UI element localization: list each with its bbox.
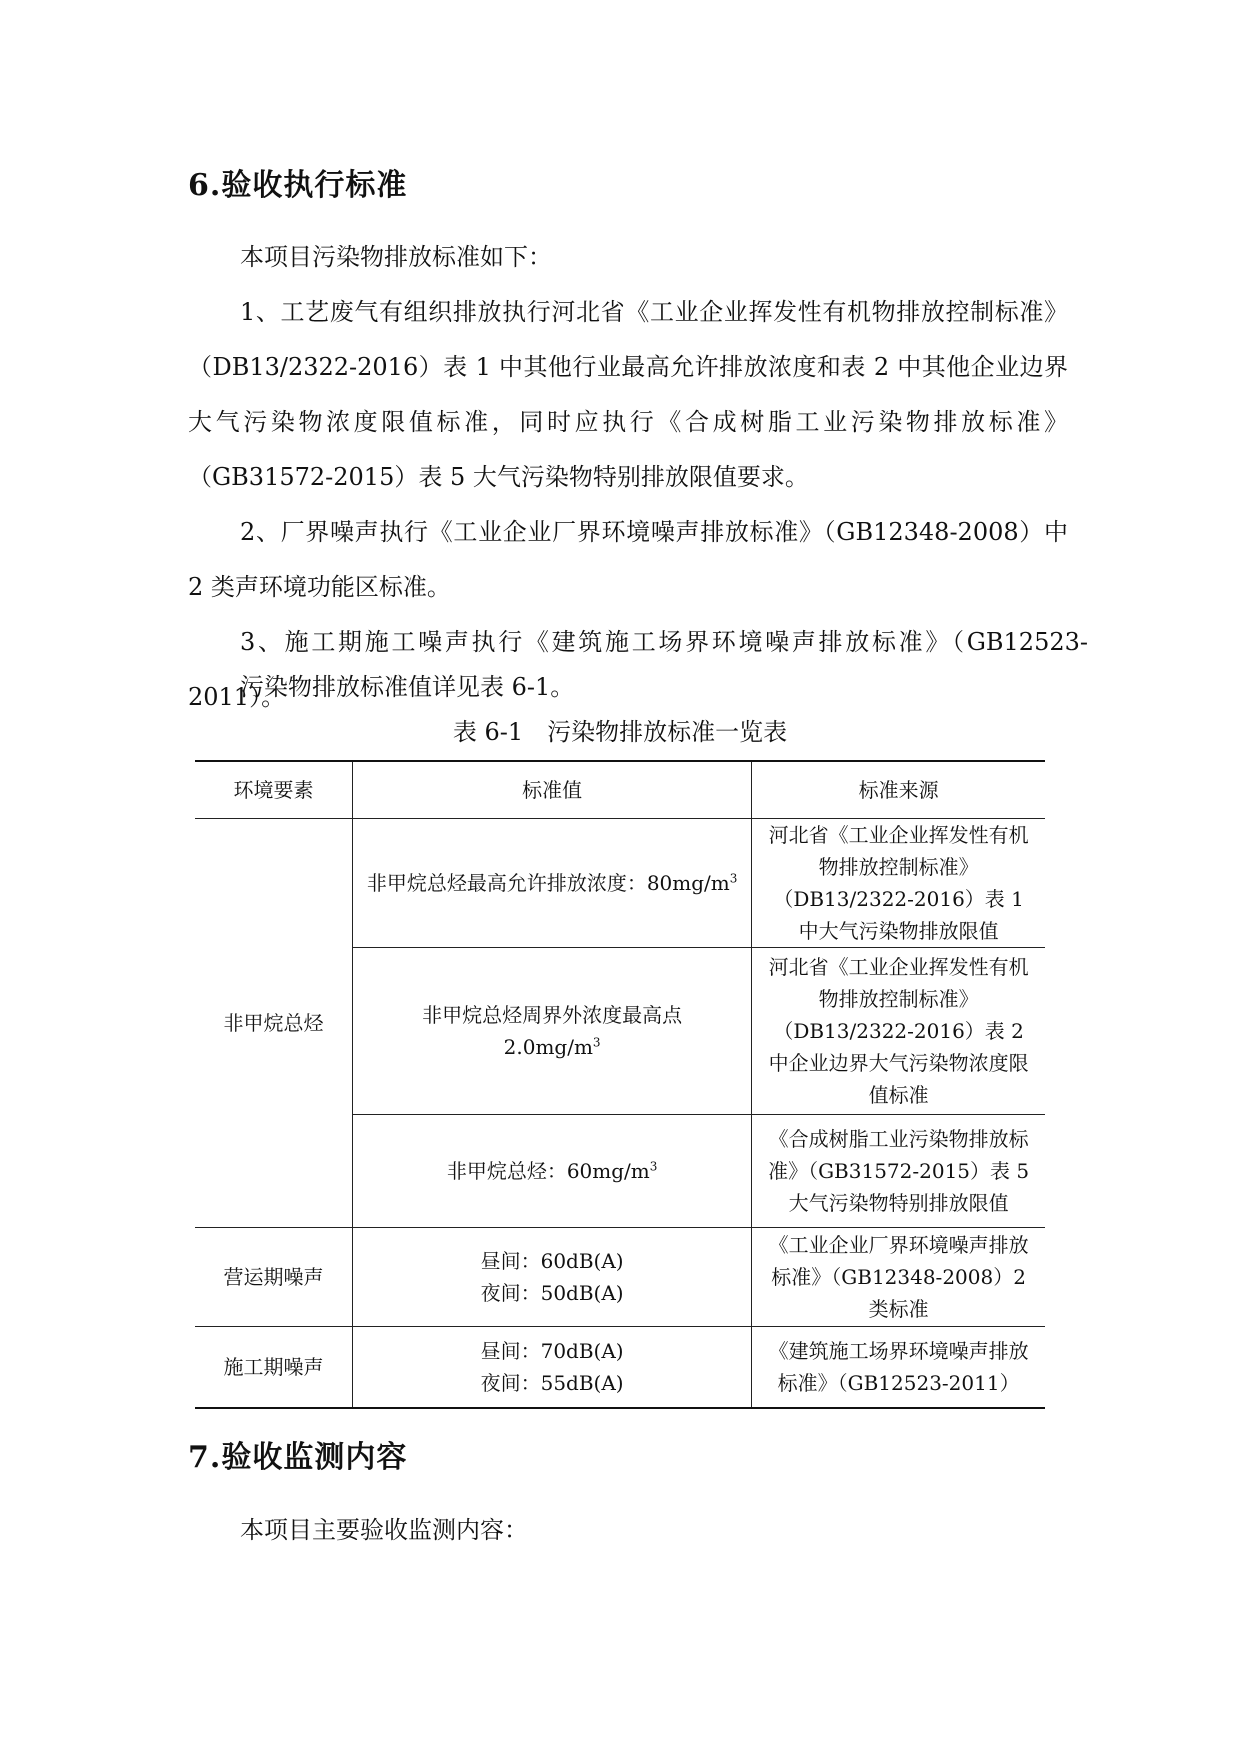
standard-item-3: 3、施工期施工噪声执行《建筑施工场界环境噪声排放标准》（GB12523-2011）。 <box>188 628 1088 711</box>
day-limit: 昼间：60dB(A) <box>480 1249 624 1273</box>
standard-value-cell: 非甲烷总烃最高允许排放浓度：$80mg/m^3$ <box>353 819 752 948</box>
standard-item-1: 1、工艺废气有组织排放执行河北省《工业企业挥发性有机物排放控制标准》（DB13/2322-2016）表 1 中其他行业最高允许排放浓度和表 2 中其他企业边界大气污染物浓度限值标准，同时应执行《合成树脂工业污染物排放标准》（GB31572-2015）表 5 大气污染物特别排放限值要求。 <box>188 298 1068 491</box>
section-6-intro: 本项目污染物排放标准如下： <box>240 243 552 271</box>
table-caption: 表 6-1 污染物排放标准一览表 <box>452 718 788 746</box>
table-row <box>195 1228 1045 1327</box>
header-value: 标准值 <box>353 761 752 819</box>
section-6-title: 6.验收执行标准 <box>188 168 408 203</box>
standard-value-cell: 非甲烷总烃：$60mg/m^3$ <box>353 1115 752 1228</box>
standard-source-cell: 河北省《工业企业挥发性有机物排放控制标准》（DB13/2322-2016）表 1 中大气污染物排放限值 <box>752 819 1045 948</box>
standard-value-cell <box>353 1327 752 1409</box>
table-reference-note: 污染物排放标准值详见表 6-1。 <box>240 673 575 701</box>
element-construction-noise: 施工期噪声 <box>195 1327 353 1409</box>
standard-value-cell: 非甲烷总烃周界外浓度最高点 $2.0mg/m^3$ <box>353 948 752 1115</box>
night-limit: 夜间：50dB(A) <box>480 1281 624 1305</box>
element-operation-noise: 营运期噪声 <box>195 1228 353 1327</box>
standard-source-cell: 《合成树脂工业污染物排放标准》（GB31572-2015）表 5 大气污染物特别排放限值 <box>752 1115 1045 1228</box>
table-row <box>195 819 1045 948</box>
header-source: 标准来源 <box>752 761 1045 819</box>
section-7-title: 7.验收监测内容 <box>188 1440 408 1475</box>
standard-source-cell: 河北省《工业企业挥发性有机物排放控制标准》（DB13/2322-2016）表 2 中企业边界大气污染物浓度限值标准 <box>752 948 1045 1115</box>
standard-value-cell <box>353 1228 752 1327</box>
header-element: 环境要素 <box>195 761 353 819</box>
element-nmhc: 非甲烷总烃 <box>195 819 353 1228</box>
table-header-row <box>195 761 1045 819</box>
standard-item-2: 2、厂界噪声执行《工业企业厂界环境噪声排放标准》（GB12348-2008）中 2 类声环境功能区标准。 <box>188 518 1068 601</box>
standard-source-cell: 《建筑施工场界环境噪声排放标准》（GB12523-2011） <box>752 1327 1045 1409</box>
standard-source-cell: 《工业企业厂界环境噪声排放标准》（GB12348-2008）2 类标准 <box>752 1228 1045 1327</box>
day-limit: 昼间：70dB(A) <box>480 1339 624 1363</box>
night-limit: 夜间：55dB(A) <box>480 1371 624 1395</box>
section-7-intro: 本项目主要验收监测内容： <box>240 1516 528 1544</box>
table-row <box>195 1327 1045 1409</box>
pollutant-standards-table <box>195 760 1045 1409</box>
